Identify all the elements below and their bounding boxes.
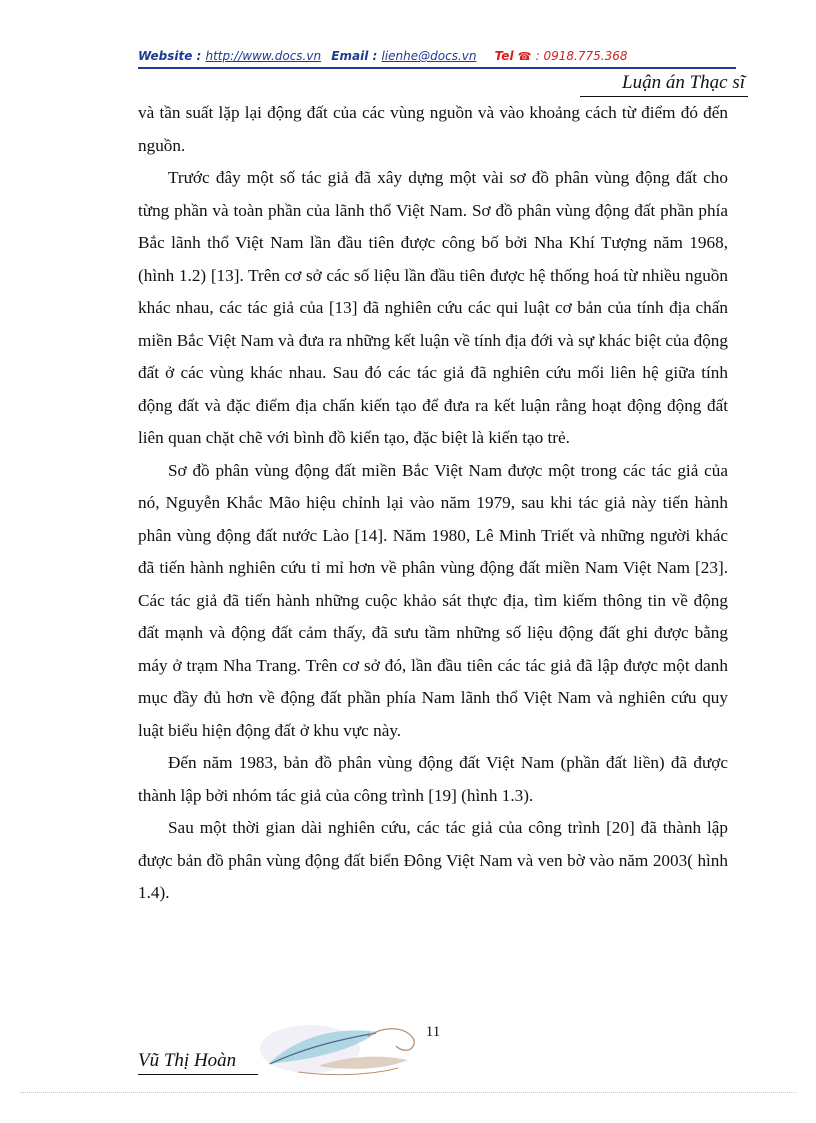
paragraph-5: Sau một thời gian dài nghiên cứu, các tác giả của công trình [20] đã thành lập được bản đồ phân vùng động đất biển Đông Việt Nam và ven bờ vào năm 2003( hình 1.4).: [138, 818, 728, 902]
author-underline: [138, 1074, 258, 1075]
email-link[interactable]: lienhe@docs.vn: [381, 49, 477, 63]
email-label: Email: [331, 49, 369, 63]
website-label: Website :: [138, 49, 202, 63]
author-name: Vũ Thị Hoàn: [138, 1050, 237, 1071]
body-text: [138, 97, 728, 910]
paragraph-3: Sơ đồ phân vùng động đất miền Bắc Việt Nam được một trong các tác giả của nó, Nguyễn Khắc Mão hiệu chỉnh lại vào năm 1979, sau khi tác giả này tiến hành phân vùng động đất nước Lào [14]. Năm 1980, Lê Minh Triết và những người khác đã tiến hành nghiên cứu tỉ mỉ hơn về phân vùng động đất miền Nam Việt Nam [23]. Các tác giả đã tiến hành những cuộc khảo sát thực địa, tìm kiếm thông tin về động đất mạnh và động đất cảm thấy, đã sưu tầm những số liệu động đất ghi được bằng máy ở trạm Nha Trang. Trên cơ sở đó, lần đầu tiên các tác giả đã lập được một danh mục đầy đủ hơn về động đất phần phía Nam lãnh thổ Việt Nam và nghiên cứu quy luật biểu hiện động đất ở khu vực này.: [138, 460, 728, 740]
footer-dotted-rule: [20, 1092, 796, 1093]
paragraph-4: Đến năm 1983, bản đồ phân vùng động đất Việt Nam (phần đất liền) đã được thành lập bởi nhóm tác giả của công trình [19] (hình 1.3).: [138, 753, 728, 805]
paragraph-2: Trước đây một số tác giả đã xây dựng một vài sơ đồ phân vùng động đất cho từng phần và toàn phần của lãnh thổ Việt Nam. Sơ đồ phân vùng động đất phần phía Bắc lãnh thổ Việt Nam lần đầu tiên được công bố bởi Nha Khí Tượng năm 1968, (hình 1.2) [13]. Trên cơ sở các số liệu lần đầu tiên được hệ thống hoá từ nhiều nguồn khác nhau, các tác giả của [13] đã nghiên cứu các qui luật cơ bản của tính địa chấn miền Bắc Việt Nam và đưa ra những kết luận về tính địa đới và sự khác biệt của động đất ở các vùng khác nhau. Sau đó các tác giả đã nghiên cứu mối liên hệ giữa tính động đất và đặc điểm địa chấn kiến tạo để đưa ra kết luận rằng hoạt động động đất liên quan chặt chẽ với bình đồ kiến tạo, đặc biệt là kiến tạo trẻ.: [138, 168, 728, 447]
tel-value: : 0918.775.368: [535, 49, 628, 63]
website-link[interactable]: http://www.docs.vn: [205, 49, 322, 63]
paragraph-1: và tần suất lặp lại động đất của các vùng nguồn và vào khoảng cách từ điểm đó đến nguồn.: [138, 103, 728, 155]
tel-label: Tel: [494, 49, 514, 63]
document-type-title: Luận án Thạc sĩ: [622, 72, 745, 93]
page-number: 11: [425, 1024, 441, 1040]
header-rule: [138, 67, 736, 69]
header-contact-line: [138, 49, 736, 69]
phone-icon: ☎: [517, 50, 532, 63]
feather-ornament-icon: [258, 1016, 422, 1078]
email-separator: :: [372, 49, 378, 63]
